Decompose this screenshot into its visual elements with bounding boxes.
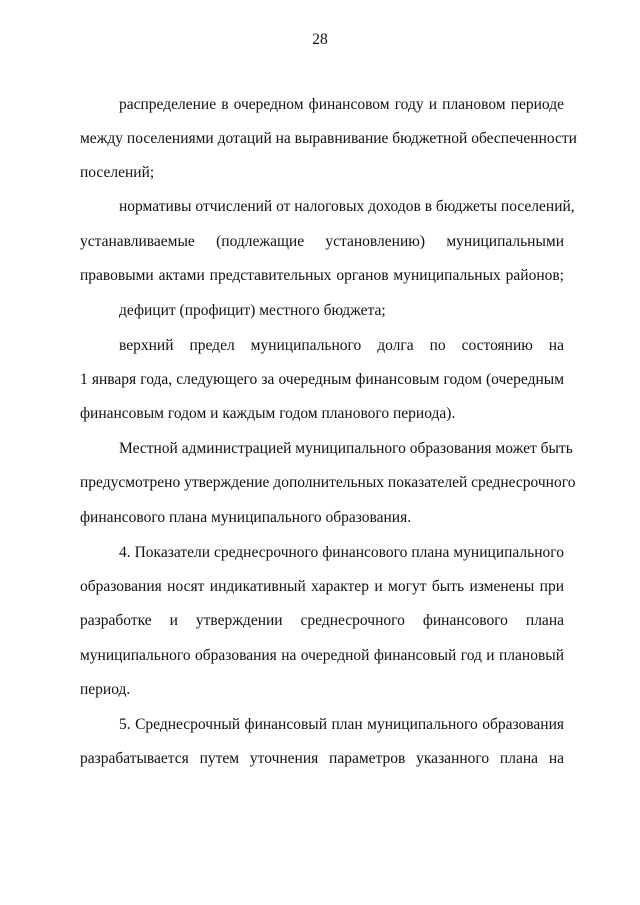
- text-line: дефицит (профицит) местного бюджета;: [119, 302, 386, 319]
- text-line: распределение в очередном финансовом году и плановом периоде: [119, 96, 564, 113]
- text-line: верхний предел муниципального долга по состоянию на: [119, 337, 564, 354]
- text-line: финансовым годом и каждым годом планового периода).: [80, 405, 456, 422]
- text-line: правовыми актами представительных органов муниципальных районов;: [80, 267, 564, 284]
- text-line: разрабатывается путем уточнения параметров указанного плана на: [80, 750, 564, 767]
- text-line: период.: [80, 681, 131, 698]
- text-line: 5. Среднесрочный финансовый план муниципального образования: [119, 716, 564, 733]
- text-line: разработке и утверждении среднесрочного финансового плана: [80, 612, 564, 629]
- text-line: 4. Показатели среднесрочного финансового плана муниципального: [119, 544, 564, 561]
- text-line: финансового плана муниципального образования.: [80, 509, 412, 526]
- text-line: Местной администрацией муниципального образования может быть: [119, 440, 573, 457]
- text-line: между поселениями дотаций на выравнивание бюджетной обеспеченности: [80, 130, 577, 147]
- text-line: муниципального образования на очередной финансовый год и плановый: [80, 647, 564, 664]
- text-line: 1 января года, следующего за очередным финансовым годом (очередным: [80, 371, 564, 388]
- page-number: 28: [312, 31, 328, 48]
- text-line: предусмотрено утверждение дополнительных показателей среднесрочного: [80, 474, 576, 491]
- text-line: нормативы отчислений от налоговых доходов в бюджеты поселений,: [119, 198, 575, 215]
- text-line: образования носят индикативный характер и могут быть изменены при: [80, 578, 564, 595]
- text-line: устанавливаемые (подлежащие установлению) муниципальными: [80, 233, 564, 250]
- text-line: поселений;: [80, 164, 155, 181]
